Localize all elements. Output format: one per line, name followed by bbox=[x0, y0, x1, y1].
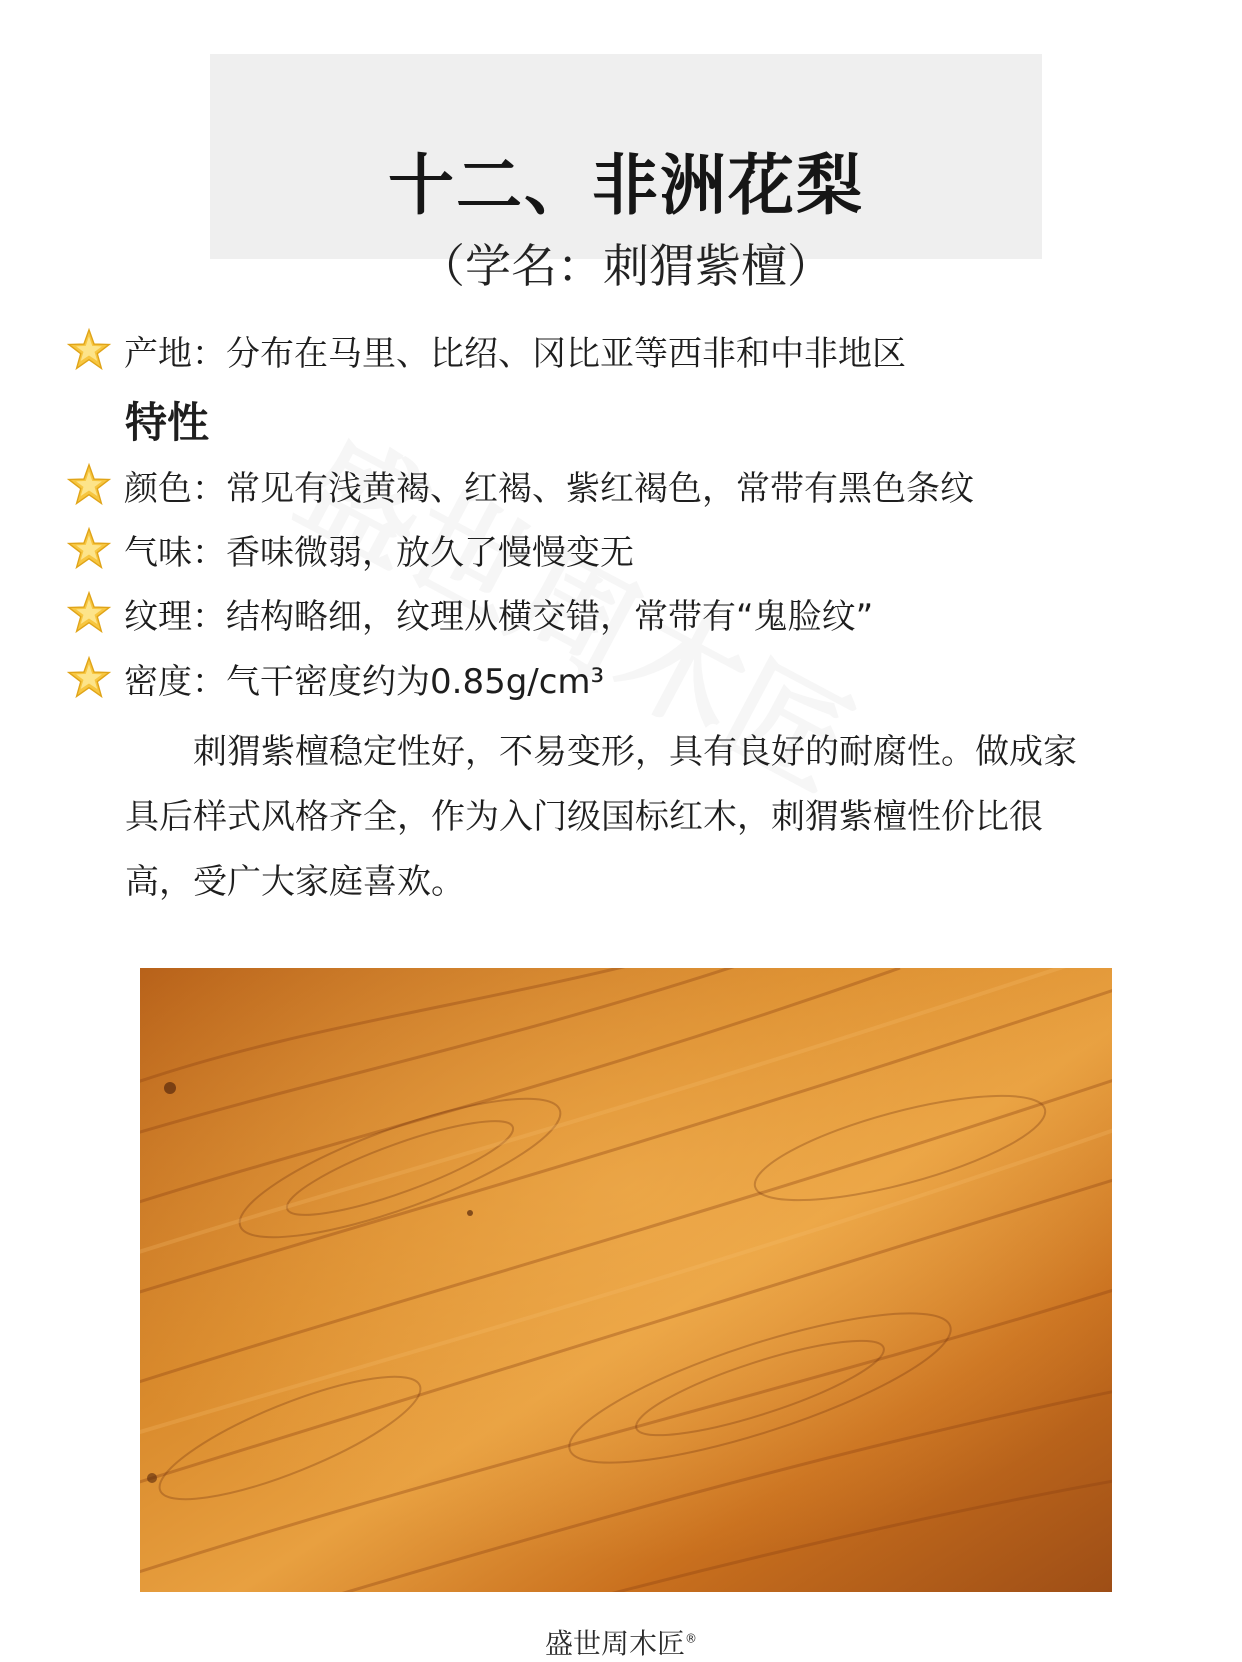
traits-heading: 特性 bbox=[125, 398, 210, 447]
origin-line bbox=[66, 322, 906, 378]
trait-item bbox=[66, 521, 634, 577]
title-banner bbox=[210, 54, 1042, 293]
star-icon bbox=[66, 526, 112, 572]
trait-smell-text: 气味：香味微弱，放久了慢慢变无 bbox=[124, 532, 634, 573]
origin-text: 产地：分布在马里、比绍、冈比亚等西非和中非地区 bbox=[124, 333, 906, 374]
star-icon bbox=[66, 327, 112, 373]
description-paragraph: 刺猬紫檀稳定性好，不易变形，具有良好的耐腐性。做成家具后样式风格齐全，作为入门级国标红木，刺猬紫檀性价比很高，受广大家庭喜欢。 bbox=[125, 732, 1077, 902]
trait-item bbox=[66, 585, 873, 641]
brand-logo bbox=[0, 1622, 1242, 1662]
trait-density-text: 密度：气干密度约为0.85g/cm³ bbox=[124, 661, 605, 702]
star-icon bbox=[66, 590, 112, 636]
wood-grain-photo bbox=[140, 968, 1112, 1592]
trait-texture-text: 纹理：结构略细，纹理从横交错，常带有“鬼脸纹” bbox=[124, 596, 874, 637]
star-icon bbox=[66, 655, 112, 701]
page-title: 十二、非洲花梨 bbox=[388, 147, 864, 224]
trait-item bbox=[66, 650, 604, 706]
brand-name: 盛世周木匠 bbox=[544, 1627, 685, 1660]
trait-color-text: 颜色：常见有浅黄褐、红褐、紫红褐色，常带有黑色条纹 bbox=[124, 468, 974, 509]
scientific-name: （学名：刺猬紫檀） bbox=[419, 239, 833, 293]
registered-mark: ® bbox=[685, 1631, 697, 1646]
trait-item bbox=[66, 457, 974, 513]
star-icon bbox=[66, 462, 112, 508]
